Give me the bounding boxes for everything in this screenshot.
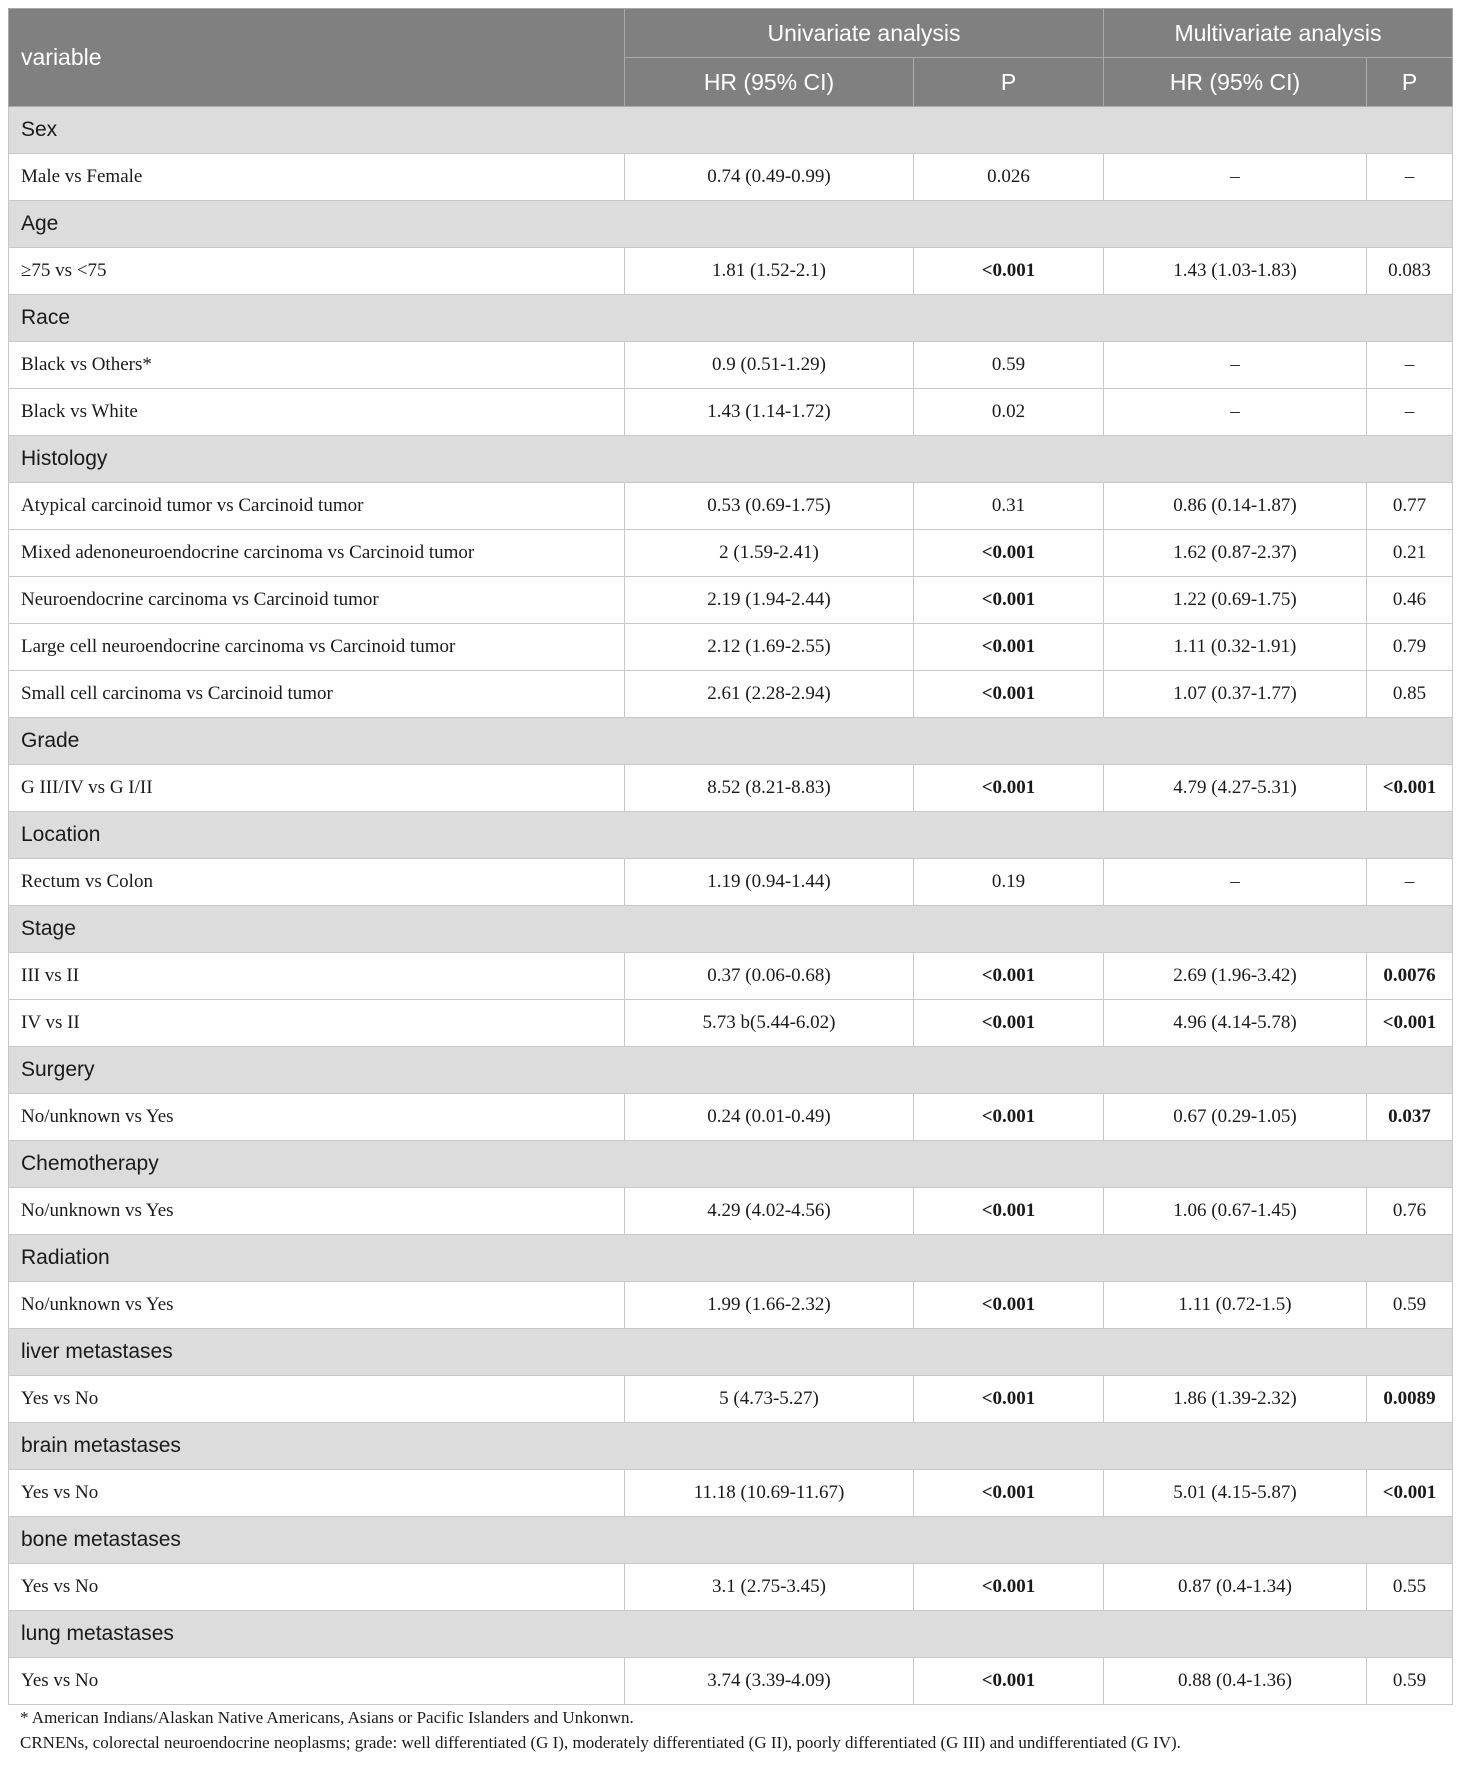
- comparison-label: Yes vs No: [9, 1658, 625, 1705]
- group-label: Chemotherapy: [9, 1141, 1453, 1188]
- multivariate-hr: 0.87 (0.4-1.34): [1104, 1564, 1367, 1611]
- table-row: [9, 1094, 1453, 1141]
- multivariate-hr: 4.79 (4.27-5.31): [1104, 765, 1367, 812]
- multivariate-p: –: [1367, 154, 1453, 201]
- univariate-hr: 2.61 (2.28-2.94): [625, 671, 914, 718]
- comparison-label: IV vs II: [9, 1000, 625, 1047]
- univariate-hr: 1.81 (1.52-2.1): [625, 248, 914, 295]
- univariate-hr: 4.29 (4.02-4.56): [625, 1188, 914, 1235]
- univariate-hr: 0.24 (0.01-0.49): [625, 1094, 914, 1141]
- univariate-p: 0.59: [914, 342, 1104, 389]
- hazard-ratio-table: [8, 8, 1453, 1705]
- univariate-hr: 1.99 (1.66-2.32): [625, 1282, 914, 1329]
- univariate-p: <0.001: [914, 577, 1104, 624]
- table-row: [9, 154, 1453, 201]
- multivariate-p: –: [1367, 389, 1453, 436]
- group-label: Surgery: [9, 1047, 1453, 1094]
- group-row: [9, 1517, 1453, 1564]
- multivariate-p: 0.76: [1367, 1188, 1453, 1235]
- multivariate-p-header: P: [1367, 58, 1453, 107]
- comparison-label: Large cell neuroendocrine carcinoma vs Carcinoid tumor: [9, 624, 625, 671]
- multivariate-p: 0.59: [1367, 1282, 1453, 1329]
- table-row: [9, 1000, 1453, 1047]
- univariate-hr: 3.74 (3.39-4.09): [625, 1658, 914, 1705]
- univariate-hr: 5.73 b(5.44-6.02): [625, 1000, 914, 1047]
- group-label: bone metastases: [9, 1517, 1453, 1564]
- univariate-p: <0.001: [914, 1000, 1104, 1047]
- multivariate-hr: 1.43 (1.03-1.83): [1104, 248, 1367, 295]
- comparison-label: Male vs Female: [9, 154, 625, 201]
- multivariate-hr: –: [1104, 389, 1367, 436]
- comparison-label: G III/IV vs G I/II: [9, 765, 625, 812]
- hazard-ratio-table-container: [8, 8, 1452, 1755]
- univariate-p: <0.001: [914, 1470, 1104, 1517]
- multivariate-hr: 1.11 (0.72-1.5): [1104, 1282, 1367, 1329]
- table-row: [9, 1470, 1453, 1517]
- multivariate-hr: –: [1104, 859, 1367, 906]
- table-row: [9, 624, 1453, 671]
- group-label: Sex: [9, 107, 1453, 154]
- multivariate-p: –: [1367, 342, 1453, 389]
- univariate-p: <0.001: [914, 1658, 1104, 1705]
- univariate-p: <0.001: [914, 248, 1104, 295]
- multivariate-hr: –: [1104, 154, 1367, 201]
- univariate-hr: 8.52 (8.21-8.83): [625, 765, 914, 812]
- group-label: lung metastases: [9, 1611, 1453, 1658]
- multivariate-p: 0.59: [1367, 1658, 1453, 1705]
- comparison-label: Black vs White: [9, 389, 625, 436]
- group-row: [9, 436, 1453, 483]
- group-label: Histology: [9, 436, 1453, 483]
- comparison-label: Yes vs No: [9, 1376, 625, 1423]
- multivariate-p: 0.77: [1367, 483, 1453, 530]
- univariate-p: <0.001: [914, 1188, 1104, 1235]
- multivariate-hr: 1.62 (0.87-2.37): [1104, 530, 1367, 577]
- univariate-hr: 0.53 (0.69-1.75): [625, 483, 914, 530]
- variable-header: variable: [9, 9, 625, 107]
- header-row-1: [9, 9, 1453, 58]
- table-row: [9, 859, 1453, 906]
- univariate-hr: 2.12 (1.69-2.55): [625, 624, 914, 671]
- comparison-label: Yes vs No: [9, 1470, 625, 1517]
- multivariate-p: <0.001: [1367, 1000, 1453, 1047]
- univariate-p: <0.001: [914, 530, 1104, 577]
- multivariate-hr: 0.67 (0.29-1.05): [1104, 1094, 1367, 1141]
- comparison-label: Small cell carcinoma vs Carcinoid tumor: [9, 671, 625, 718]
- multivariate-p: 0.55: [1367, 1564, 1453, 1611]
- univariate-p: 0.026: [914, 154, 1104, 201]
- footnote-asterisk: * American Indians/Alaskan Native Americans, Asians or Pacific Islanders and Unkonwn.: [20, 1708, 634, 1727]
- multivariate-p: <0.001: [1367, 765, 1453, 812]
- table-row: [9, 953, 1453, 1000]
- multivariate-hr: 1.07 (0.37-1.77): [1104, 671, 1367, 718]
- univariate-hr: 1.43 (1.14-1.72): [625, 389, 914, 436]
- univariate-hr: 0.9 (0.51-1.29): [625, 342, 914, 389]
- univariate-hr: 3.1 (2.75-3.45): [625, 1564, 914, 1611]
- table-row: [9, 1282, 1453, 1329]
- multivariate-p: 0.46: [1367, 577, 1453, 624]
- group-row: [9, 1611, 1453, 1658]
- comparison-label: No/unknown vs Yes: [9, 1282, 625, 1329]
- group-row: [9, 1423, 1453, 1470]
- group-label: liver metastases: [9, 1329, 1453, 1376]
- group-label: Radiation: [9, 1235, 1453, 1282]
- univariate-hr: 2.19 (1.94-2.44): [625, 577, 914, 624]
- univariate-p: <0.001: [914, 1282, 1104, 1329]
- multivariate-hr: –: [1104, 342, 1367, 389]
- table-row: [9, 483, 1453, 530]
- multivariate-hr: 1.06 (0.67-1.45): [1104, 1188, 1367, 1235]
- group-label: brain metastases: [9, 1423, 1453, 1470]
- group-label: Age: [9, 201, 1453, 248]
- univariate-hr: 0.74 (0.49-0.99): [625, 154, 914, 201]
- multivariate-header: Multivariate analysis: [1104, 9, 1453, 58]
- footnote-abbreviations: CRNENs, colorectal neuroendocrine neoplasms; grade: well differentiated (G I), moderately differentiated (G II), poorly differentiated (G III) and undifferentiated (G IV).: [20, 1733, 1181, 1752]
- footnotes: [20, 1705, 1452, 1755]
- comparison-label: Atypical carcinoid tumor vs Carcinoid tumor: [9, 483, 625, 530]
- multivariate-p: 0.85: [1367, 671, 1453, 718]
- univariate-p: 0.31: [914, 483, 1104, 530]
- table-row: [9, 342, 1453, 389]
- multivariate-p: 0.037: [1367, 1094, 1453, 1141]
- univariate-p: 0.02: [914, 389, 1104, 436]
- group-row: [9, 812, 1453, 859]
- multivariate-p: 0.21: [1367, 530, 1453, 577]
- table-row: [9, 1564, 1453, 1611]
- table-row: [9, 671, 1453, 718]
- multivariate-p: –: [1367, 859, 1453, 906]
- multivariate-hr: 1.22 (0.69-1.75): [1104, 577, 1367, 624]
- univariate-p: 0.19: [914, 859, 1104, 906]
- group-row: [9, 201, 1453, 248]
- comparison-label: No/unknown vs Yes: [9, 1188, 625, 1235]
- univariate-p: <0.001: [914, 671, 1104, 718]
- table-row: [9, 1188, 1453, 1235]
- univariate-p: <0.001: [914, 624, 1104, 671]
- multivariate-p: <0.001: [1367, 1470, 1453, 1517]
- comparison-label: Yes vs No: [9, 1564, 625, 1611]
- multivariate-p: 0.79: [1367, 624, 1453, 671]
- group-row: [9, 1329, 1453, 1376]
- comparison-label: Neuroendocrine carcinoma vs Carcinoid tumor: [9, 577, 625, 624]
- multivariate-hr-header: HR (95% CI): [1104, 58, 1367, 107]
- multivariate-hr: 0.88 (0.4-1.36): [1104, 1658, 1367, 1705]
- multivariate-hr: 4.96 (4.14-5.78): [1104, 1000, 1367, 1047]
- table-row: [9, 248, 1453, 295]
- table-row: [9, 577, 1453, 624]
- multivariate-p: 0.0089: [1367, 1376, 1453, 1423]
- group-row: [9, 718, 1453, 765]
- univariate-p: <0.001: [914, 1376, 1104, 1423]
- multivariate-hr: 2.69 (1.96-3.42): [1104, 953, 1367, 1000]
- multivariate-hr: 1.86 (1.39-2.32): [1104, 1376, 1367, 1423]
- table-row: [9, 1658, 1453, 1705]
- group-label: Location: [9, 812, 1453, 859]
- group-row: [9, 1047, 1453, 1094]
- multivariate-p: 0.083: [1367, 248, 1453, 295]
- univariate-header: Univariate analysis: [625, 9, 1104, 58]
- univariate-p-header: P: [914, 58, 1104, 107]
- univariate-hr: 0.37 (0.06-0.68): [625, 953, 914, 1000]
- group-label: Race: [9, 295, 1453, 342]
- group-label: Stage: [9, 906, 1453, 953]
- univariate-p: <0.001: [914, 765, 1104, 812]
- multivariate-p: 0.0076: [1367, 953, 1453, 1000]
- univariate-p: <0.001: [914, 1564, 1104, 1611]
- comparison-label: No/unknown vs Yes: [9, 1094, 625, 1141]
- multivariate-hr: 5.01 (4.15-5.87): [1104, 1470, 1367, 1517]
- multivariate-hr: 1.11 (0.32-1.91): [1104, 624, 1367, 671]
- comparison-label: Black vs Others*: [9, 342, 625, 389]
- group-row: [9, 906, 1453, 953]
- univariate-hr: 2 (1.59-2.41): [625, 530, 914, 577]
- group-row: [9, 107, 1453, 154]
- table-header: [9, 9, 1453, 107]
- comparison-label: Mixed adenoneuroendocrine carcinoma vs Carcinoid tumor: [9, 530, 625, 577]
- table-row: [9, 530, 1453, 577]
- table-row: [9, 765, 1453, 812]
- table-row: [9, 1376, 1453, 1423]
- univariate-hr: 1.19 (0.94-1.44): [625, 859, 914, 906]
- univariate-hr: 5 (4.73-5.27): [625, 1376, 914, 1423]
- group-row: [9, 295, 1453, 342]
- univariate-hr-header: HR (95% CI): [625, 58, 914, 107]
- comparison-label: III vs II: [9, 953, 625, 1000]
- univariate-p: <0.001: [914, 1094, 1104, 1141]
- group-row: [9, 1235, 1453, 1282]
- univariate-p: <0.001: [914, 953, 1104, 1000]
- table-row: [9, 389, 1453, 436]
- comparison-label: Rectum vs Colon: [9, 859, 625, 906]
- univariate-hr: 11.18 (10.69-11.67): [625, 1470, 914, 1517]
- group-row: [9, 1141, 1453, 1188]
- multivariate-hr: 0.86 (0.14-1.87): [1104, 483, 1367, 530]
- comparison-label: ≥75 vs <75: [9, 248, 625, 295]
- group-label: Grade: [9, 718, 1453, 765]
- table-body: [9, 107, 1453, 1705]
